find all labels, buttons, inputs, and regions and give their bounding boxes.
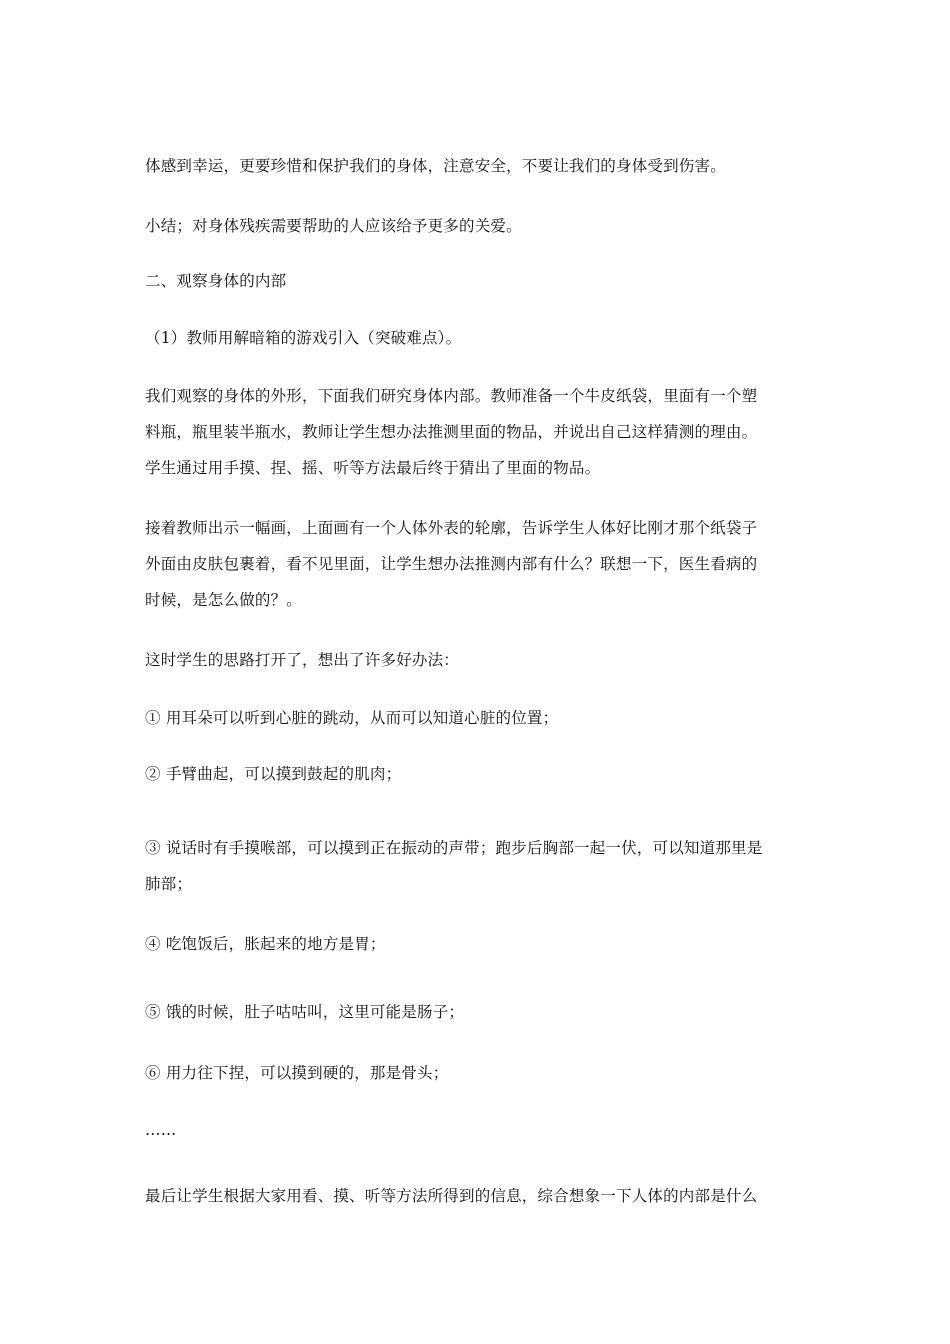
list-item-4 [145, 926, 813, 962]
text-line: 最后让学生根据大家用看、摸、听等方法所得到的信息，综合想象一下人体的内部是什么 [145, 1187, 758, 1205]
text-line: 体感到幸运，更要珍惜和保护我们的身体，注意安全，不要让我们的身体受到伤害。 [145, 157, 726, 175]
paragraph-ideas-intro [145, 642, 813, 678]
text-line: 时候，是怎么做的？。 [145, 591, 303, 609]
section-heading [145, 263, 813, 299]
text-line: …… [145, 1121, 177, 1139]
text-line: ① 用耳朵可以听到心脏的跳动，从而可以知道心脏的位置； [145, 709, 559, 727]
text-line: ④ 吃饱饭后，胀起来的地方是胃； [145, 935, 386, 953]
text-line: 接着教师出示一幅画，上面画有一个人体外表的轮廓，告诉学生人体好比刚才那个纸袋子 [145, 519, 758, 537]
text-line: ② 手臂曲起，可以摸到鼓起的肌肉； [145, 765, 402, 783]
text-line: ③ 说话时有手摸喉部，可以摸到正在振动的声带；跑步后胸部一起一伏，可以知道那里是 [145, 839, 763, 857]
text-line: 小结；对身体残疾需要帮助的人应该给予更多的关爱。 [145, 217, 522, 235]
list-item-6 [145, 1055, 813, 1091]
subsection-heading [145, 320, 813, 356]
text-line: 我们观察的身体的外形，下面我们研究身体内部。教师准备一个牛皮纸袋，里面有一个塑 [145, 387, 758, 405]
text-line: （1）教师用解暗箱的游戏引入（突破难点）。 [145, 329, 462, 347]
paragraph-final [145, 1178, 813, 1214]
list-item-3 [145, 830, 813, 902]
text-line: ⑤ 饿的时候，肚子咕咕叫，这里可能是肠子； [145, 1003, 465, 1021]
paragraph-body-outline [145, 510, 813, 618]
text-line: 料瓶，瓶里装半瓶水，教师让学生想办法推测里面的物品，并说出自己这样猜测的理由。 [145, 423, 758, 441]
list-item-5 [145, 994, 813, 1030]
ellipsis [145, 1112, 813, 1148]
list-item-2 [145, 756, 813, 792]
paragraph-summary [145, 208, 813, 244]
text-line: 这时学生的思路打开了，想出了许多好办法： [145, 651, 460, 669]
text-line: 外面由皮肤包裹着，看不见里面，让学生想办法推测内部有什么？联想一下，医生看病的 [145, 555, 758, 573]
text-line: 二、观察身体的内部 [145, 272, 287, 290]
paragraph-1 [145, 148, 813, 184]
list-item-1 [145, 700, 813, 736]
text-line: 肺部； [145, 875, 193, 893]
paragraph-bag-experiment [145, 378, 813, 486]
text-line: 学生通过用手摸、捏、摇、听等方法最后终于猜出了里面的物品。 [145, 459, 601, 477]
text-line: ⑥ 用力往下捏，可以摸到硬的，那是骨头； [145, 1064, 449, 1082]
